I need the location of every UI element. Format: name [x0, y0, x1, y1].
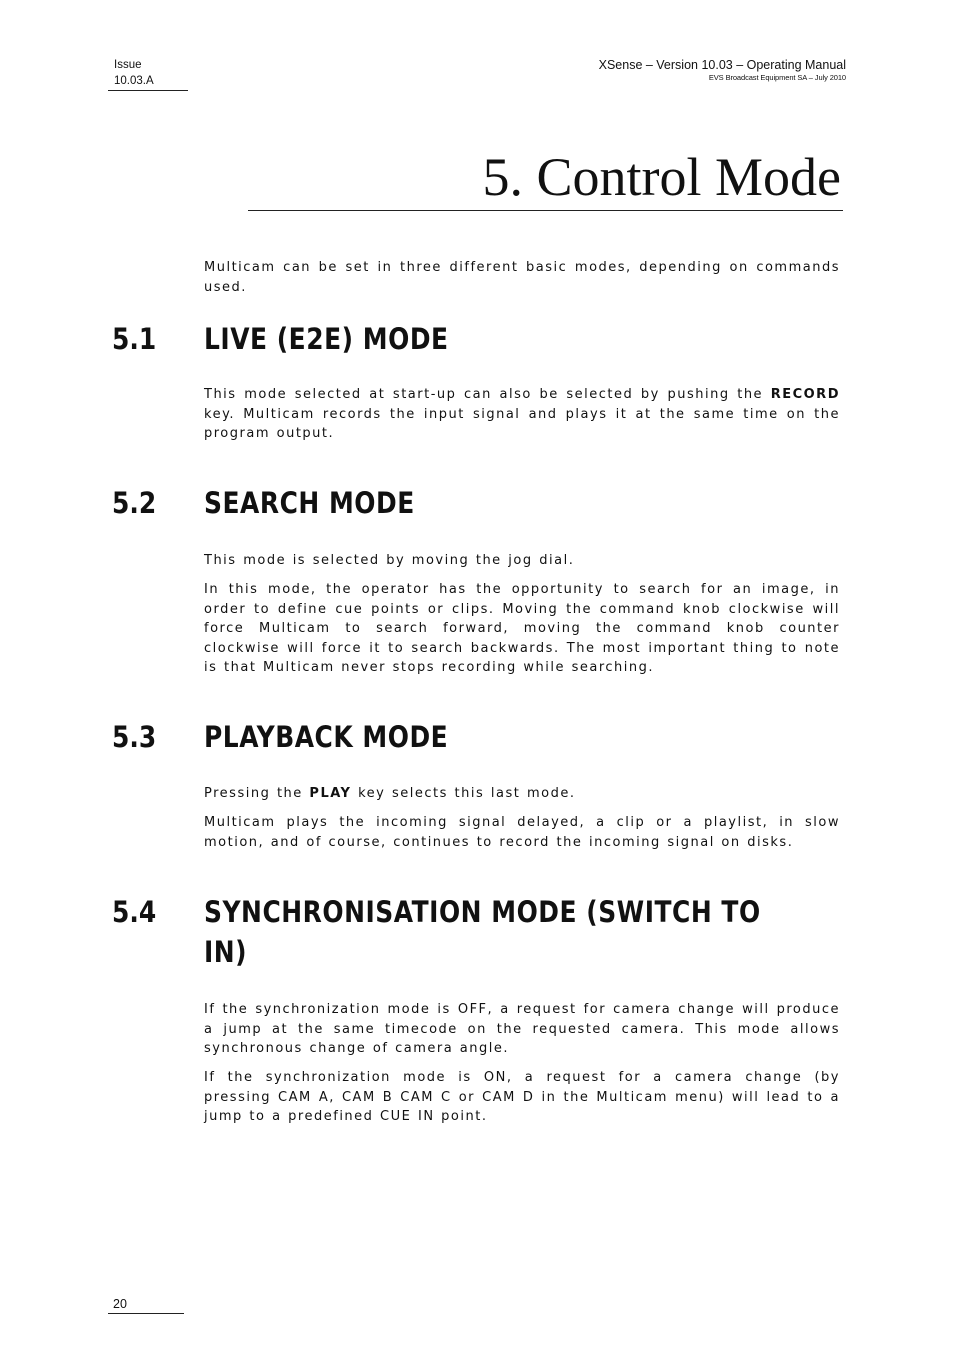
chapter-title-divider — [248, 210, 843, 211]
publisher-line: EVS Broadcast Equipment SA – July 2010 — [708, 73, 846, 82]
play-key-label: PLAY — [309, 786, 352, 801]
section-5-3-heading: PLAYBACK MODE — [204, 720, 449, 754]
section-5-2-paragraph-1: This mode is selected by moving the jog dial. — [204, 553, 575, 568]
text-run: This mode selected at start-up can also be selected by pushing the — [204, 387, 771, 402]
header-left-divider — [108, 90, 188, 91]
footer-divider — [108, 1313, 184, 1314]
section-5-2-heading: SEARCH MODE — [204, 486, 415, 520]
section-5-2-number: 5.2 — [112, 486, 157, 520]
text-run: Pressing the — [204, 786, 310, 801]
issue-label: Issue — [114, 59, 142, 71]
section-5-1-paragraph — [204, 385, 840, 444]
text-run: key. Multicam records the input signal and plays it at the same time on the program output. — [204, 406, 840, 441]
manual-title: XSense – Version 10.03 – Operating Manual — [598, 58, 846, 72]
page-number: 20 — [113, 1297, 127, 1311]
page-footer — [108, 1296, 184, 1312]
section-5-4-heading-line-1: SYNCHRONISATION MODE (SWITCH TO — [204, 895, 761, 929]
section-5-2-paragraph-2: In this mode, the operator has the opportunity to search for an image, in order to define cue points or clips. Moving the command knob clockwise will force Multicam to search forward, moving the command knob counter clockwise will force it to search backwards. The most important thing to note is that Multicam never stops recording while searching. — [204, 582, 840, 675]
text-run: key selects this last mode. — [351, 786, 576, 801]
section-5-1-heading: LIVE (E2E) MODE — [204, 322, 449, 356]
section-5-4-paragraph-1: If the synchronization mode is OFF, a request for camera change will produce a jump at the same timecode on the requested camera. This mode allows synchronous change of camera angle. — [204, 1002, 840, 1056]
header-manual-block — [599, 57, 846, 83]
section-5-3-paragraph-2: Multicam plays the incoming signal delayed, a clip or a playlist, in slow motion, and of course, continues to record the incoming signal on disks. — [204, 815, 840, 850]
chapter-intro: Multicam can be set in three different basic modes, depending on commands used. — [204, 260, 840, 295]
header-issue-block — [108, 57, 188, 89]
section-5-1-number: 5.1 — [112, 322, 157, 356]
record-key-label: RECORD — [770, 387, 840, 402]
section-5-4-paragraph-2: If the synchronization mode is ON, a request for a camera change (by pressing CAM A, CAM B CAM C or CAM D in the Multicam menu) will lead to a jump to a predefined CUE IN point. — [204, 1070, 840, 1124]
chapter-title: 5. Control Mode — [482, 147, 841, 207]
section-5-3-paragraph-1 — [204, 784, 840, 804]
issue-number: 10.03.A — [114, 75, 154, 87]
section-5-4-number: 5.4 — [112, 895, 157, 929]
section-5-3-number: 5.3 — [112, 720, 157, 754]
section-5-4-heading-line-2: IN) — [204, 935, 248, 969]
